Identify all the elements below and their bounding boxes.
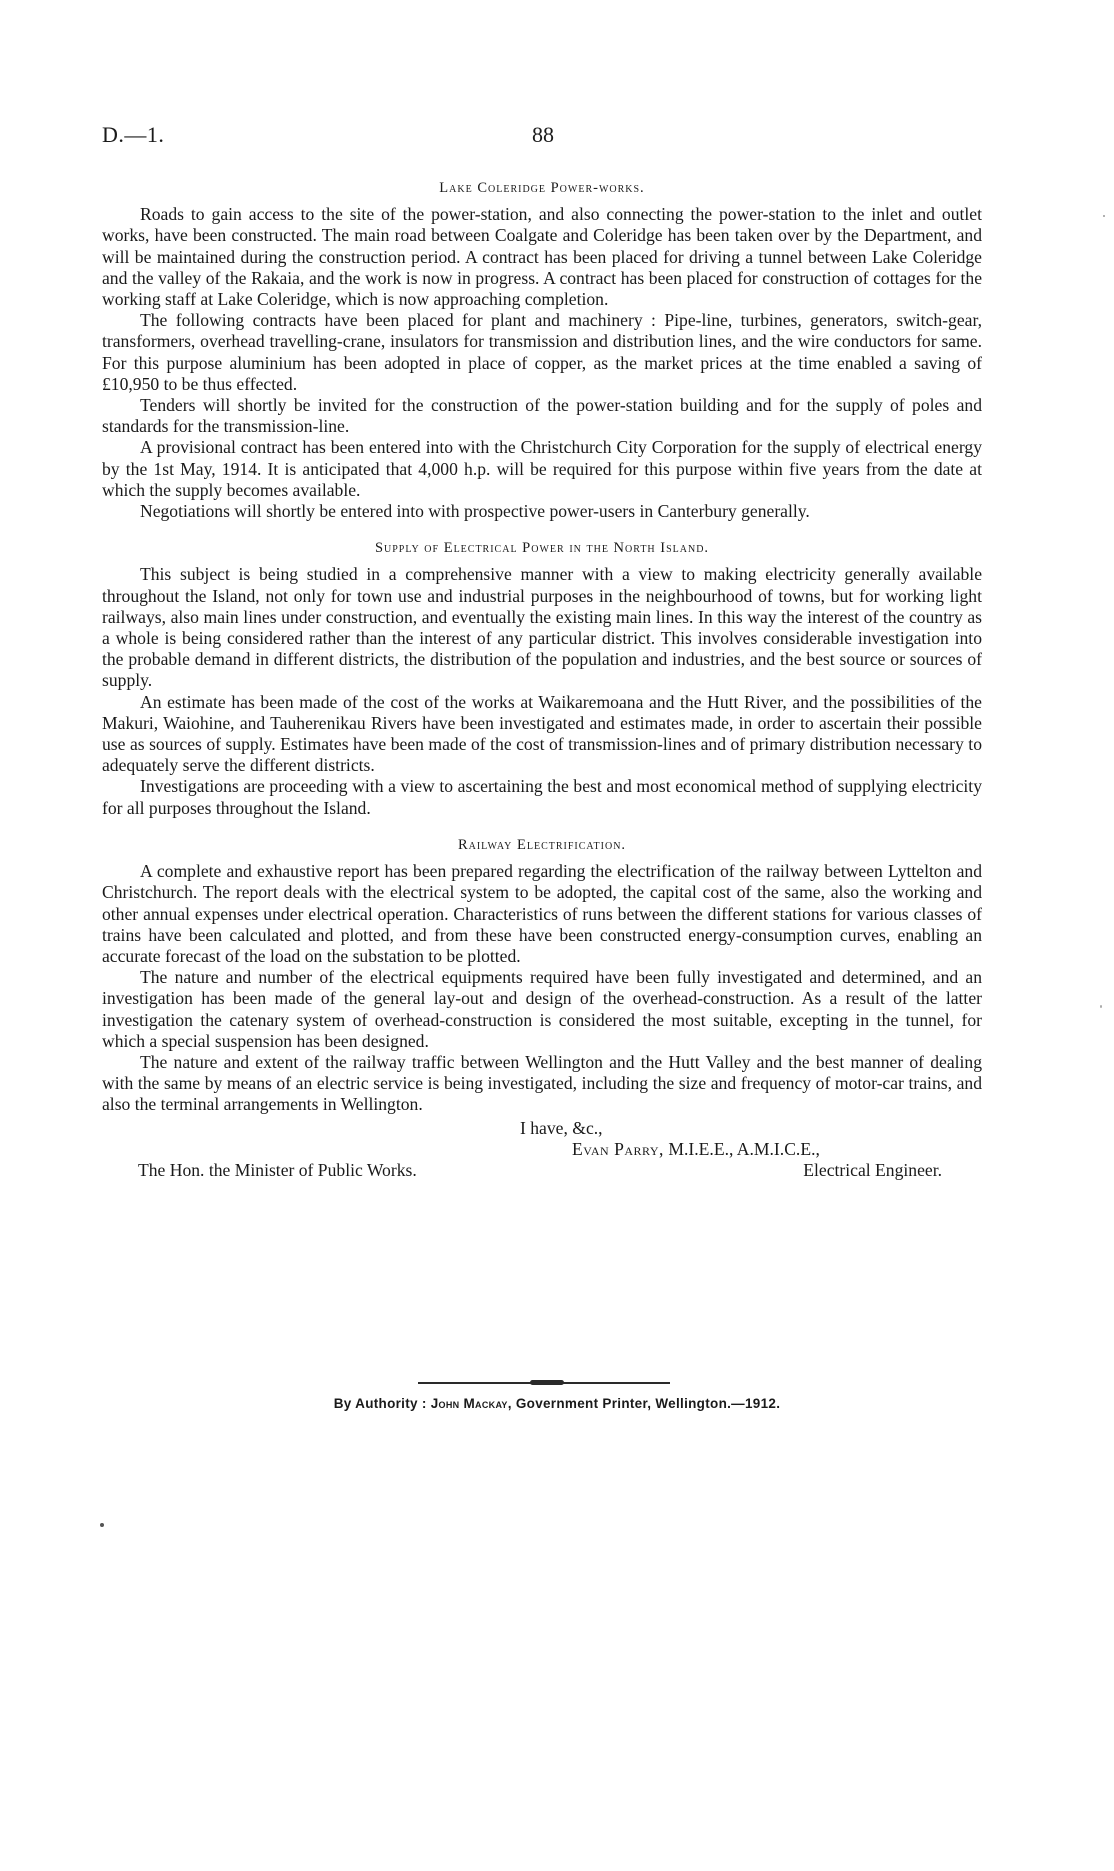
paragraph: A provisional contract has been entered into with the Christchurch City Corporation for the supply of electrical energy by the 1st May, 1914. It is anticipated that 4,000 h.p. will be required for this purpose within five years from the date at which the supply becomes available. — [102, 437, 982, 500]
page-number: 88 — [532, 122, 554, 147]
imprint-suffix: Government Printer, Wellington.—1912. — [515, 1396, 781, 1411]
printer-imprint — [0, 1396, 1114, 1411]
section-heading: Railway Electrification. — [457, 836, 627, 853]
signer-title: Electrical Engineer. — [803, 1159, 942, 1180]
section-heading: Supply of Electrical Power in the North Island. — [374, 540, 710, 557]
paragraph: Tenders will shortly be invited for the construction of the power-station building and for the supply of poles and standards for the transmission-line. — [102, 395, 982, 437]
scan-speck — [100, 1523, 104, 1527]
paragraph: Negotiations will shortly be entered into with prospective power-users in Canterbury generally. — [140, 501, 810, 522]
printer-name: John Mackay, — [430, 1396, 512, 1411]
scan-speck — [1100, 1005, 1102, 1008]
paragraph: This subject is being studied in a comprehensive manner with a view to making electricity generally available throughout the Island, not only for town use and industrial purposes in the neighbourhood of towns, but for working light railways, also main lines under construction, and eventually the existing main lines. In this way the interest of the country as a whole is being considered rather than the interest of any particular district. This involves considerable investigation into the probable demand in different districts, the distribution of the population and industries, and the best source or sources of supply. — [102, 564, 982, 691]
section-railway-electrification — [102, 835, 982, 1116]
ornamental-rule — [418, 1382, 670, 1384]
paragraph: The following contracts have been placed for plant and machinery : Pipe-line, turbines, generators, switch-gear, transformers, overhead travelling-crane, insulators for transmission and distribution lines, and the wire conductors for same. For this purpose aluminium has been adopted in place of copper, as the market prices at the time enabled a saving of £10,950 to be thus effected. — [102, 310, 982, 394]
document-reference: D.—1. — [102, 122, 165, 147]
scan-speck — [1103, 215, 1105, 217]
section-heading: Lake Coleridge Power-works. — [439, 180, 645, 196]
signer-credentials: M.I.E.E., A.M.I.C.E., — [668, 1138, 820, 1159]
paragraph: The nature and extent of the railway traffic between Wellington and the Hutt Valley and the best manner of dealing with the same by means of an electric service is being investigated, including the size and frequency of motor-car trains, and also the terminal arrangements in Wellington. — [102, 1051, 982, 1115]
addressee: The Hon. the Minister of Public Works. — [138, 1159, 417, 1180]
signer-name: Evan Parry, — [572, 1138, 664, 1159]
paragraph: An estimate has been made of the cost of the works at Waikaremoana and the Hutt River, and the possibilities of the Makuri, Waiohine, and Tauherenikau Rivers have been investigated and estimates made, in order to ascertain their possible use as sources of supply. Estimates have been made of the cost of transmission-lines and of primary distribution necessary to adequately serve the different districts. — [102, 691, 982, 776]
section-lake-coleridge — [102, 178, 982, 522]
document-body — [102, 178, 982, 1182]
signature-block — [572, 1139, 820, 1160]
paragraph: Roads to gain access to the site of the power-station, and also connecting the power-station to the inlet and outlet works, have been constructed. The main road between Coalgate and Coleridge has been taken over by the Department, and will be maintained during the construction period. A contract has been placed for driving a tunnel between Lake Coleridge and the valley of the Rakaia, and the work is now in progress. A contract has been placed for construction of cottages for the working staff at Lake Coleridge, which is now approaching completion. — [102, 204, 982, 310]
salutation: I have, &c., — [520, 1117, 603, 1138]
paragraph: A complete and exhaustive report has been prepared regarding the electrification of the railway between Lyttelton and Christchurch. The report deals with the electrical system to be adopted, the capital cost of the same, also the working and other annual expenses under electrical operation. Characteristics of runs between the different stations for various classes of trains have been calculated and plotted, and from these have been constructed energy-consumption curves, enabling an accurate forecast of the load on the substation to be plotted. — [102, 861, 982, 966]
paragraph: Investigations are proceeding with a view to ascertaining the best and most economical method of supplying electricity for all purposes throughout the Island. — [102, 776, 982, 818]
paragraph: The nature and number of the electrical equipments required have been fully investigated and determined, and an investigation has been made of the general lay-out and design of the overhead-construction. As a result of the latter investigation the catenary system of overhead-construction is considered the most suitable, excepting in the tunnel, for which a special suspension has been designed. — [102, 967, 982, 1051]
letter-closing — [102, 1118, 982, 1182]
section-north-island-supply — [102, 538, 982, 819]
imprint-prefix: By Authority : — [333, 1396, 427, 1411]
